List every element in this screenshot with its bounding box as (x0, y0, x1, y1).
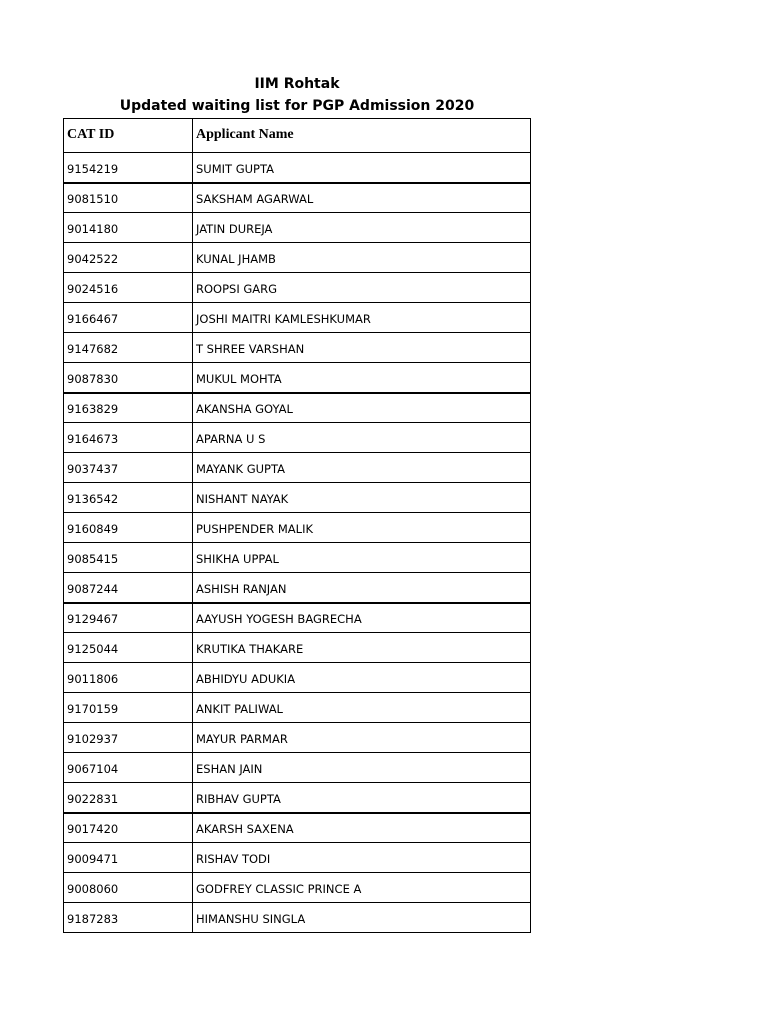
table-row (64, 543, 531, 573)
applicant-name-cell: APARNA U S (193, 423, 531, 453)
cat-id-cell: 9129467 (64, 603, 193, 633)
cat-id-cell: 9017420 (64, 813, 193, 843)
applicant-name-cell: MUKUL MOHTA (193, 363, 531, 393)
table-row (64, 783, 531, 813)
cat-id-cell: 9022831 (64, 783, 193, 813)
applicant-name-cell: SHIKHA UPPAL (193, 543, 531, 573)
table-row (64, 453, 531, 483)
cat-id-cell: 9102937 (64, 723, 193, 753)
applicant-name-cell: HIMANSHU SINGLA (193, 903, 531, 933)
table-row (64, 153, 531, 183)
document-subtitle: Updated waiting list for PGP Admission 2020 (119, 98, 475, 114)
table-row (64, 243, 531, 273)
applicant-name-cell: MAYANK GUPTA (193, 453, 531, 483)
applicant-name-cell: KRUTIKA THAKARE (193, 633, 531, 663)
applicant-name-cell: NISHANT NAYAK (193, 483, 531, 513)
cat-id-cell: 9187283 (64, 903, 193, 933)
applicant-name-cell: SUMIT GUPTA (193, 153, 531, 183)
table-row (64, 303, 531, 333)
document-title: IIM Rohtak (254, 76, 340, 92)
table-row (64, 603, 531, 633)
cat-id-cell: 9087830 (64, 363, 193, 393)
table-row (64, 273, 531, 303)
table-row (64, 213, 531, 243)
table-row (64, 903, 531, 933)
cat-id-cell: 9125044 (64, 633, 193, 663)
table-header-row (64, 119, 531, 153)
cat-id-cell: 9008060 (64, 873, 193, 903)
table-row (64, 663, 531, 693)
cat-id-cell: 9087244 (64, 573, 193, 603)
waiting-list-table (63, 118, 531, 933)
applicant-name-cell: ROOPSI GARG (193, 273, 531, 303)
cat-id-cell: 9014180 (64, 213, 193, 243)
applicant-name-cell: JOSHI MAITRI KAMLESHKUMAR (193, 303, 531, 333)
applicant-name-cell: ESHAN JAIN (193, 753, 531, 783)
cat-id-cell: 9042522 (64, 243, 193, 273)
applicant-name-cell: GODFREY CLASSIC PRINCE A (193, 873, 531, 903)
table-row (64, 813, 531, 843)
cat-id-cell: 9024516 (64, 273, 193, 303)
cat-id-cell: 9009471 (64, 843, 193, 873)
cat-id-cell: 9011806 (64, 663, 193, 693)
column-header-applicant-name: Applicant Name (193, 119, 531, 153)
table-row (64, 573, 531, 603)
table-row (64, 693, 531, 723)
table-row (64, 753, 531, 783)
applicant-name-cell: SAKSHAM AGARWAL (193, 183, 531, 213)
applicant-name-cell: ANKIT PALIWAL (193, 693, 531, 723)
applicant-name-cell: ABHIDYU ADUKIA (193, 663, 531, 693)
cat-id-cell: 9164673 (64, 423, 193, 453)
applicant-name-cell: AAYUSH YOGESH BAGRECHA (193, 603, 531, 633)
table-row (64, 183, 531, 213)
applicant-name-cell: JATIN DUREJA (193, 213, 531, 243)
applicant-name-cell: AKARSH SAXENA (193, 813, 531, 843)
cat-id-cell: 9037437 (64, 453, 193, 483)
cat-id-cell: 9136542 (64, 483, 193, 513)
applicant-name-cell: RISHAV TODI (193, 843, 531, 873)
applicant-name-cell: KUNAL JHAMB (193, 243, 531, 273)
cat-id-cell: 9154219 (64, 153, 193, 183)
applicant-name-cell: AKANSHA GOYAL (193, 393, 531, 423)
applicant-name-cell: ASHISH RANJAN (193, 573, 531, 603)
cat-id-cell: 9170159 (64, 693, 193, 723)
table-row (64, 333, 531, 363)
applicant-name-cell: MAYUR PARMAR (193, 723, 531, 753)
cat-id-cell: 9147682 (64, 333, 193, 363)
table-row (64, 483, 531, 513)
table-row (64, 873, 531, 903)
cat-id-cell: 9085415 (64, 543, 193, 573)
table-row (64, 843, 531, 873)
column-header-cat-id: CAT ID (64, 119, 193, 153)
applicant-name-cell: PUSHPENDER MALIK (193, 513, 531, 543)
cat-id-cell: 9163829 (64, 393, 193, 423)
cat-id-cell: 9067104 (64, 753, 193, 783)
table-row (64, 723, 531, 753)
table-row (64, 423, 531, 453)
cat-id-cell: 9160849 (64, 513, 193, 543)
table-row (64, 513, 531, 543)
table-row (64, 393, 531, 423)
applicant-name-cell: RIBHAV GUPTA (193, 783, 531, 813)
table-row (64, 363, 531, 393)
applicant-name-cell: T SHREE VARSHAN (193, 333, 531, 363)
table-row (64, 633, 531, 663)
cat-id-cell: 9166467 (64, 303, 193, 333)
cat-id-cell: 9081510 (64, 183, 193, 213)
